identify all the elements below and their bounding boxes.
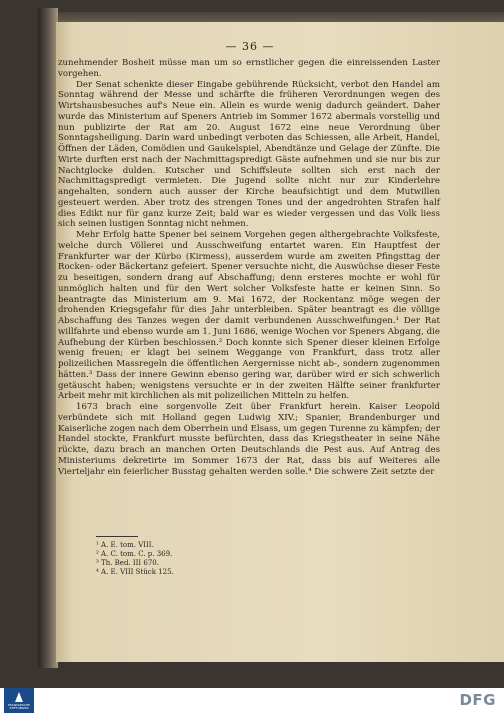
paragraph: 1673 brach eine sorgenvolle Zeit über Frankfurt herein. Kaiser Leopold verbündete sich mit Holland gegen Ludwig XIV.; Spanier, Brandenburger und Kaiserliche zogen nach dem Oberrhein und Elsass, um gegen Turenne zu kämpfen; der Handel stockte, Frankfurt musste befürchten, dass das Kriegstheater in seine Nähe rückte, dazu brach an manchen Orten Deutschlands die Pest aus. Auf Antrag des Ministeriums dekretirte im Sommer 1673 der Rat, dass bis auf Weiteres alle Vierteljahr ein feierlicher Busstag gehalten werden solle.⁴ Die schwere Zeit setzte der — [58, 402, 440, 477]
footnote: ³ Th. Bed. III 670. — [96, 559, 159, 567]
paragraph: Mehr Erfolg hatte Spener bei seinem Vorgehen gegen althergebrachte Volksfeste, welche durch Völlerei und Ausschweifung entartet waren. Ein Hauptfest der Frankfurter war der Kürbo (Kirmess), ausserdem wurde am zweiten Pfingsttag der Rocken- oder Bäckertanz gefeiert. Spener versuchte nicht, die Auswüchse dieser Feste zu beseitigen, sondern drang auf Abschaffung; denn ersteres mochte er wohl für unmöglich halten und für den Wert solcher Volksfeste hatte er keinen Sinn. So beantragte das Ministerium am 9. Mai 1672, der Rockentanz möge wegen der drohenden Kriegsgefahr für dies Jahr unterbleiben. Später beantragt es die völlige Abschaffung des Tanzes wegen der damit verbundenen Ausschweifungen.¹ Der Rat willfahrte und ebenso wurde am 1. Juni 1686, wenige Wochen vor Speners Abgang, die Aufhebung der Kürben beschlossen.² Doch konnte sich Spener dieser kleinen Erfolge wenig freuen; er klagt bei seinem Weggange von Frankfurt, dass trotz aller polizeilichen Massregeln die öffentlichen Aergernisse nicht ab-, sondern zugenommen hätten.³ Dass der innere Gewinn ebenso gering war, darüber wird er sich schwerlich getäuscht haben; wenigstens versuchte er in der zweiten Hälfte seiner frankfurter Arbeit mehr mit kirchlichen als mit polizeilichen Mitteln zu helfen. — [58, 230, 440, 402]
footnote: ² A. C. tom. C. p. 369. — [96, 550, 173, 558]
footer-bar — [0, 688, 504, 713]
footnote: ⁴ A. E. VIII Stück 125. — [96, 568, 174, 576]
paragraph: zunehmender Bosheit müsse man um so ernstlicher gegen die einreissenden Laster vorgehen. — [58, 58, 440, 79]
body-text — [58, 58, 440, 477]
footnote: ¹ A. E. tom. VIII. — [96, 541, 154, 549]
franckesche-stiftungen-logo — [4, 688, 34, 713]
page-number: — 36 — — [225, 40, 275, 53]
logo-mark-icon — [15, 692, 23, 702]
logo-left-text: FRANCKESCHE STIFTUNGEN — [7, 703, 31, 710]
footnotes — [96, 541, 396, 577]
footnote-rule — [96, 536, 138, 537]
paragraph: Der Senat schenkte dieser Eingabe gebührende Rücksicht, verbot den Handel am Sonntag während der Messe und schärfte die früheren Verordnungen wegen des Wirtshausbesuches auf's Neue ein. Allein es wurde wenig dadurch geändert. Daher wurde das Ministerium auf Speners Antrieb im Sommer 1672 abermals vorstellig und nun publizirte der Rat am 20. August 1672 eine neue Verordnung über Sonntagsheiligung. Darin ward unbedingt verboten das Schiessen, alle Arbeit, Handel, Öffnen der Läden, Comödien und Gaukelspiel, Abendtänze und Gelage der Zünfte. Die Wirte durften erst nach der Nachmittagspredigt Gäste aufnehmen und sie nur bis zur Nachtglocke dulden. Kutscher und Schiffsleute sollten sich erst nach der Nachmittagspredigt vermieten. Die Jugend sollte nicht nur zur Kinderlehre angehalten, sondern auch ausser der Kirche beaufsichtigt und dem Mutwillen gesteuert werden. Aber trotz des strengen Tones und der angedrohten Strafen half dies Edikt nur für ganz kurze Zeit; bald war es wieder vergessen und das Volk liess sich seinen lustigen Sonntag nicht nehmen. — [58, 79, 440, 230]
dfg-logo: DFG — [459, 691, 496, 709]
book-binding — [38, 8, 58, 668]
